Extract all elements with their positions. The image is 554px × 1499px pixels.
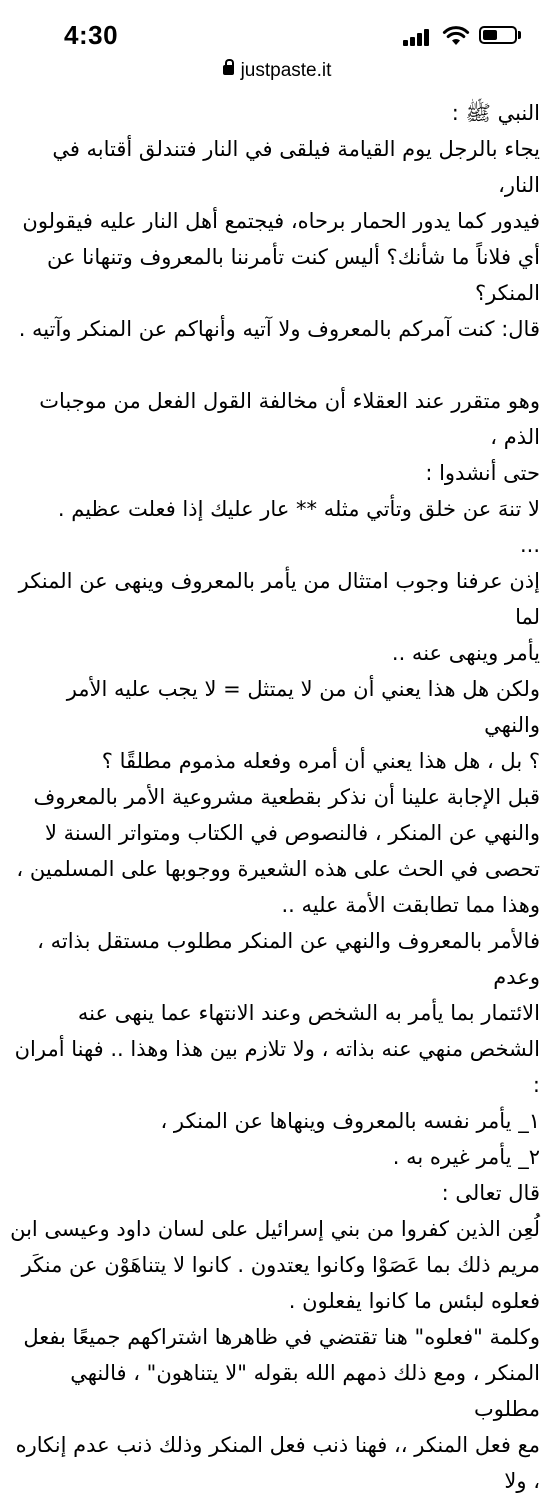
text-line: ٢_ يأمر غيره به . <box>392 1145 540 1169</box>
text-line: قبل الإجابة علينا أن نذكر بقطعية مشروعية الأمر بالمعروف <box>33 785 540 809</box>
battery-tip <box>518 31 521 39</box>
text-line: والنهي عن المنكر ، فالنصوص في الكتاب ومتواتر السنة لا <box>44 821 540 845</box>
lock-icon <box>223 65 234 75</box>
text-line: فيدور كما يدور الحمار برحاه، فيجتمع أهل النار عليه فيقولون <box>22 209 540 233</box>
text-line: مع فعل المنكر ،، فهنا ذنب فعل المنكر وذلك ذنب عدم إنكاره ، ولا <box>15 1433 540 1493</box>
text-line: يجاء بالرجل يوم القيامة فيلقى في النار فتندلق أقتابه في النار، <box>52 137 540 197</box>
article-body <box>10 95 540 1499</box>
text-line: ١_ يأمر نفسه بالمعروف وينهاها عن المنكر ، <box>160 1109 540 1133</box>
text-line: ولكن هل هذا يعني أن من لا يمتثل = لا يجب عليه الأمر والنهي <box>66 677 540 737</box>
wifi-icon <box>442 24 470 46</box>
address-bar[interactable] <box>0 58 554 88</box>
text-line: الشخص منهي عنه بذاته ، ولا تلازم بين هذا وهذا .. فهنا أمران : <box>14 1037 540 1097</box>
text-line: مريم ذلك بما عَصَوْا وكانوا يعتدون . كانوا لا يتناهَوْن عن منكَر <box>21 1253 540 1277</box>
text-line: إذن عرفنا وجوب امتثال من يأمر بالمعروف وينهى عن المنكر لما <box>18 569 540 629</box>
text-line: فعلوه لبئس ما كانوا يفعلون . <box>288 1289 540 1313</box>
text-line: النبي ﷺ : <box>451 101 540 125</box>
paragraph-gap <box>10 347 540 383</box>
text-line: ؟ بل ، هل هذا يعني أن أمره وفعله مذموم مطلقًا ؟ <box>101 749 540 773</box>
battery-icon <box>479 26 517 44</box>
text-line: فالأمر بالمعروف والنهي عن المنكر مطلوب مستقل بذاته ، وعدم <box>37 929 540 989</box>
status-bar <box>0 0 554 58</box>
text-line: يأمر وينهى عنه .. <box>391 641 540 665</box>
text-line: قال تعالى : <box>441 1181 540 1205</box>
text-line: وكلمة "فعلوه" هنا تقتضي في ظاهرها اشتراكهم جميعًا بفعل <box>23 1325 540 1349</box>
text-line: وهو متقرر عند العقلاء أن مخالفة القول الفعل من موجبات الذم ، <box>39 389 540 449</box>
url-text: justpaste.it <box>240 60 332 81</box>
text-line: حتى أنشدوا : <box>425 461 540 485</box>
text-line: تحصى في الحث على هذه الشعيرة ووجوبها على المسلمين ، <box>16 857 540 881</box>
text-line: الائتمار بما يأمر به الشخص وعند الانتهاء عما ينهى عنه <box>77 1001 540 1025</box>
text-line: لا تنهَ عن خلق وتأتي مثله ** عار عليك إذا فعلت عظيم . <box>57 497 540 521</box>
text-line: قال: كنت آمركم بالمعروف ولا آتيه وأنهاكم عن المنكر وآتيه . <box>18 317 540 341</box>
text-line: المنكر ، ومع ذلك ذمهم الله بقوله "لا يتناهون" ، فالنهي مطلوب <box>70 1361 540 1421</box>
text-line: ... <box>519 533 540 557</box>
text-line: لُعِن الذين كفروا من بني إسرائيل على لسان داود وعيسى ابن <box>10 1217 540 1241</box>
cellular-signal-icon <box>403 28 431 46</box>
status-time: 4:30 <box>64 20 119 50</box>
text-line: وهذا مما تطابقت الأمة عليه .. <box>281 893 540 917</box>
text-line: أي فلاناً ما شأنك؟ أليس كنت تأمرننا بالمعروف وتنهانا عن المنكر؟ <box>46 245 540 305</box>
